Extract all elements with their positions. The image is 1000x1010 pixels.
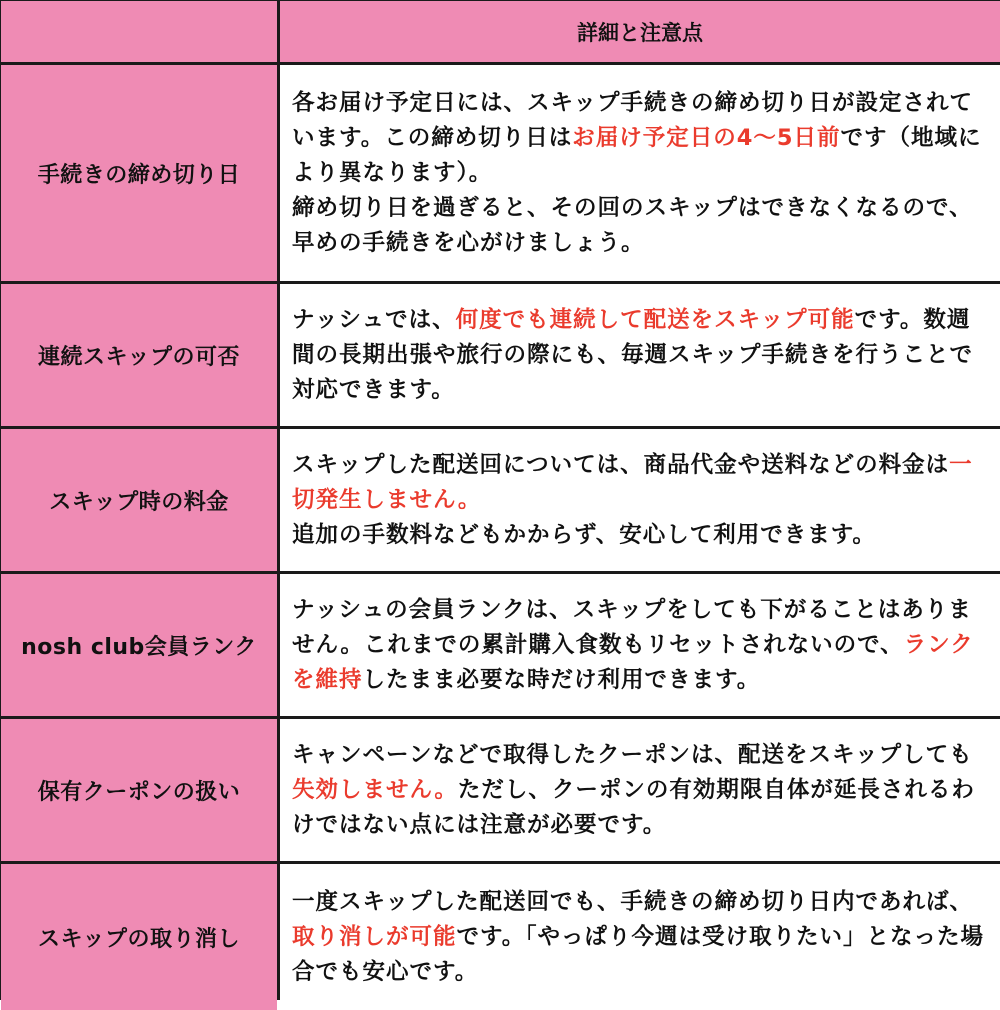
detail-segment: ただし、クーポンの有効期限自体が延長されるわけではない点には注意が必要です。 [292,776,975,838]
detail-highlight: 取り消しが可能 [292,923,457,950]
row-detail-cancel-skip [280,864,1000,1010]
detail-highlight: 失効しません。 [292,776,458,803]
detail-segment: ナッシュでは、 [292,306,456,333]
detail-text [292,86,990,261]
detail-highlight: ランクを維持 [292,631,974,693]
row-detail-skip-fee [280,429,1000,571]
detail-text [292,885,990,990]
detail-text [292,303,990,408]
detail-segment: したまま必要な時だけ利用できます。 [362,666,761,693]
detail-highlight: お届け予定日の4～5日前 [572,124,841,151]
row-label-consecutive-skip: 連続スキップの可否 [1,284,277,426]
header-label-cell [1,1,277,62]
detail-segment: スキップした配送回については、商品代金や送料などの料金は [292,451,950,478]
row-label-coupon: 保有クーポンの扱い [1,719,277,861]
detail-highlight: 一切発生しません。 [292,451,973,513]
detail-segment: 追加の手数料などもかからず、安心して利用できます。 [292,521,876,548]
row-detail-coupon [280,719,1000,861]
row-label-skip-fee: スキップ時の料金 [1,429,277,571]
row-label-member-rank: nosh club会員ランク [1,574,277,716]
detail-segment: 一度スキップした配送回でも、手続きの締め切り日内であれば、 [292,888,974,915]
detail-segment: です。「やっぱり今週は受け取りたい」となった場合でも安心です。 [292,923,984,985]
detail-text [292,738,990,843]
row-detail-member-rank [280,574,1000,716]
detail-segment: ナッシュの会員ランクは、スキップをしても下がることはありません。これまでの累計購入食数もリセットされないので、 [292,596,972,658]
detail-segment: 各お届け予定日には、スキップ手続きの締め切り日が設定されています。この締め切り日は [292,89,974,151]
row-label-deadline: 手続きの締め切り日 [1,65,277,281]
detail-highlight: 何度でも連続して配送をスキップ可能 [455,306,855,333]
row-detail-deadline [280,65,1000,281]
row-detail-consecutive-skip [280,284,1000,426]
detail-segment: キャンペーンなどで取得したクーポンは、配送をスキップしても [292,741,973,768]
header-detail-title: 詳細と注意点 [280,1,1000,62]
detail-text [292,593,990,698]
detail-text [292,448,990,553]
detail-segment: です（地域により異なります）。 締め切り日を過ぎると、その回のスキップはできなくなるので、早めの手続きを心がけましょう。 [292,124,982,256]
detail-segment: です。数週間の長期出張や旅行の際にも、毎週スキップ手続きを行うことで対応できます。 [292,306,974,403]
row-label-cancel-skip: スキップの取り消し [1,864,277,1010]
